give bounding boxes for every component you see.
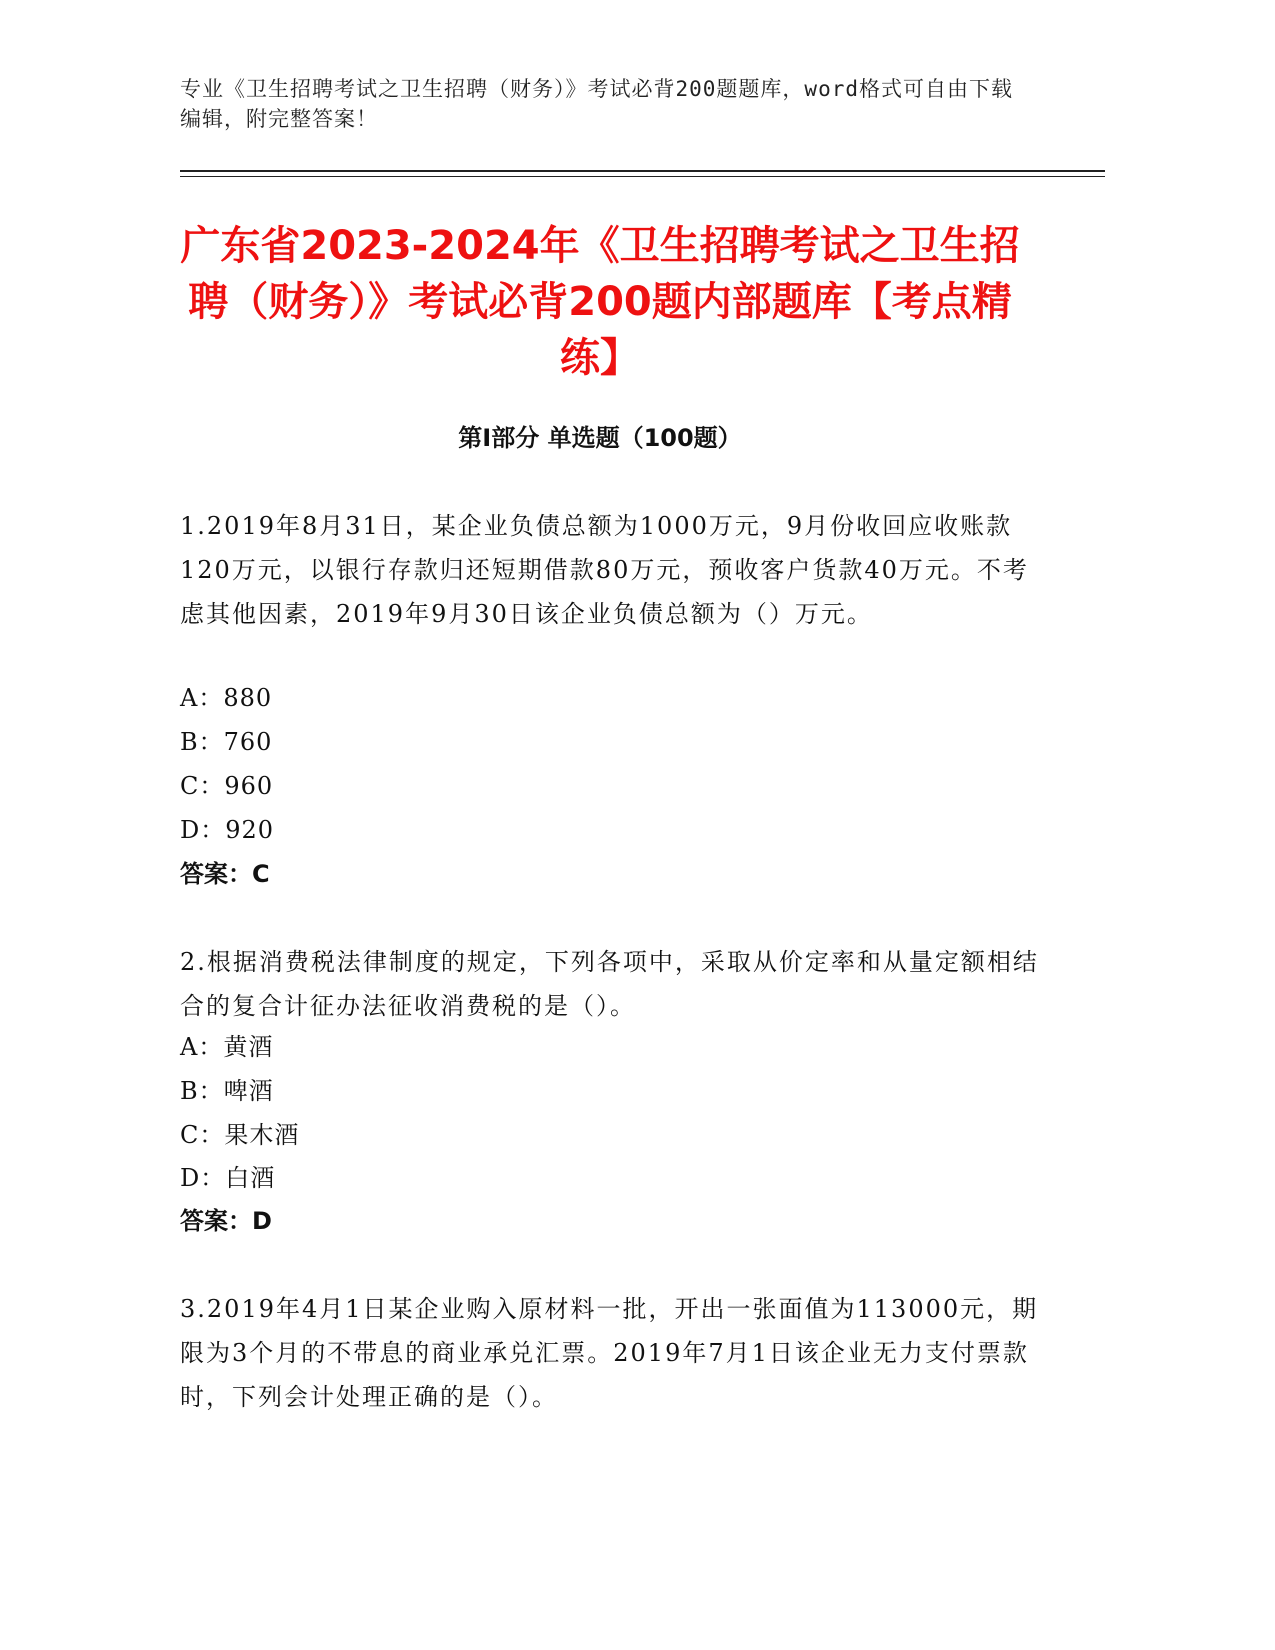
question-2-option-c: C：果木酒 xyxy=(180,1121,300,1149)
question-2-text: 2.根据消费税法律制度的规定，下列各项中，采取从价定率和从量定额相结合的复合计征办法征收消费税的是（）。 xyxy=(180,948,1039,1020)
section-title: 第Ⅰ部分 单选题（100题） xyxy=(458,424,742,452)
question-1-option-b: B：760 xyxy=(180,728,273,756)
question-1-option-d: D：920 xyxy=(180,816,275,844)
question-2-option-a: A：黄酒 xyxy=(180,1033,274,1061)
question-3-text: 3.2019年4月1日某企业购入原材料一批，开出一张面值为113000元，期限为3个月的不带息的商业承兑汇票。2019年7月1日该企业无力支付票款时，下列会计处理正确的是（）。 xyxy=(180,1295,1039,1411)
question-2-option-d: D：白酒 xyxy=(180,1164,276,1192)
question-1-answer: 答案：C xyxy=(180,860,270,888)
question-2-answer: 答案：D xyxy=(180,1207,272,1235)
header-divider-thin xyxy=(180,176,1105,177)
header-note: 专业《卫生招聘考试之卫生招聘（财务）》考试必背200题题库，word格式可自由下载编辑，附完整答案！ xyxy=(180,77,1013,131)
question-2-option-b: B：啤酒 xyxy=(180,1077,274,1105)
question-1-option-a: A：880 xyxy=(180,684,273,712)
header-divider-thick xyxy=(180,170,1105,172)
question-1-text: 1.2019年8月31日，某企业负债总额为1000万元，9月份收回应收账款120万元，以银行存款归还短期借款80万元，预收客户货款40万元。不考虑其他因素，2019年9月30日该企业负债总额为（）万元。 xyxy=(180,512,1029,628)
question-1-option-c: C：960 xyxy=(180,772,274,800)
document-title: 广东省2023-2024年《卫生招聘考试之卫生招聘（财务）》考试必背200题内部题库【考点精练】 xyxy=(180,223,1020,381)
